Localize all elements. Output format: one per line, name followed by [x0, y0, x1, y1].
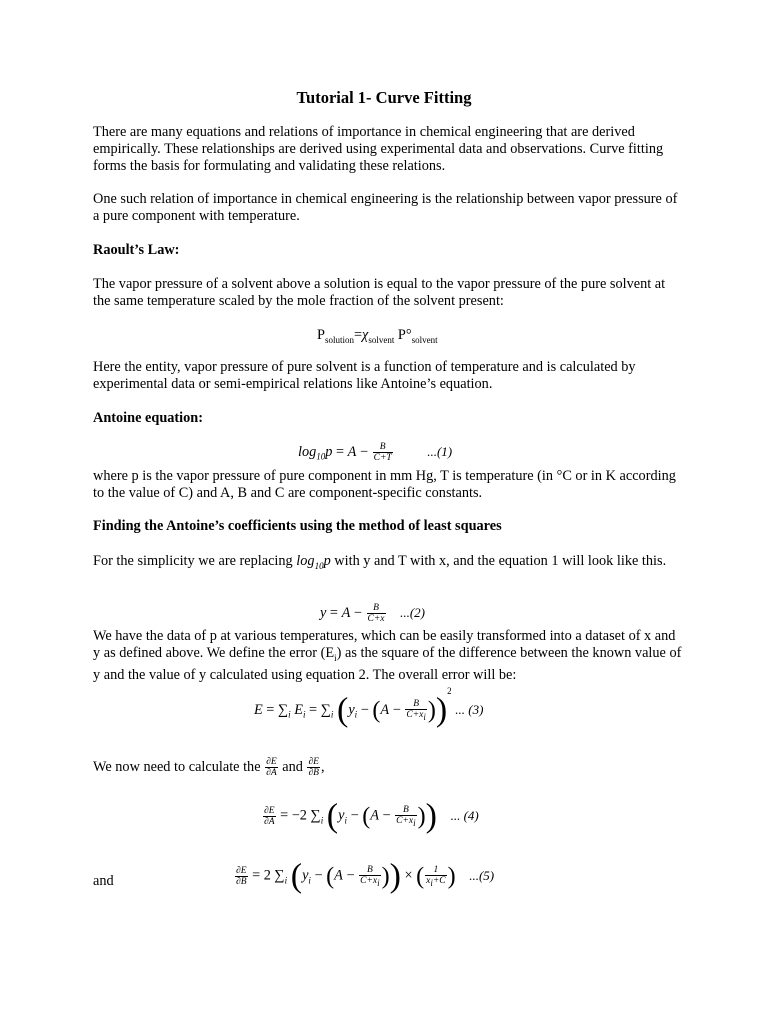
- finding-heading: Finding the Antoine’s coefficients using the method of least squares: [93, 518, 502, 534]
- antoine-heading: Antoine equation:: [93, 410, 204, 426]
- raoult-text: The vapor pressure of a solvent above a solution is equal to the vapor pressure of the pure solvent at the same temperature scaled by the mole fraction of the solvent present:: [93, 276, 666, 309]
- pure-solvent-paragraph: Here the entity, vapor pressure of pure solvent is a function of temperature and is calculated by experimental data or semi-empirical relations like Antoine’s equation.: [93, 359, 636, 392]
- equation-1: $\log_{10}p = A$ − $\frac{B}{C+T}$ ...(1): [298, 442, 453, 463]
- dataset-paragraph: We have the data of p at various temperatures, which can be easily transformed into a dataset of x and y as defined above. We define the error $(E_i)$ as the square of the difference between the known value of y and the value of y calculated using equation 2. The overall error will be:: [93, 628, 682, 683]
- equation-4-ref: ... (4): [450, 807, 479, 823]
- vapor-pressure-paragraph: One such relation of importance in chemical engineering is the relationship between vapor pressure of a pure component with temperature.: [93, 191, 678, 224]
- derivative-paragraph: We now need to calculate the $\frac{\partial E}{\partial A}$ and $\frac{\partial E}{\partial B}$ ,: [93, 757, 325, 778]
- equation-5-ref: ...(5): [469, 867, 495, 883]
- equation-3: $E = \sum_i$ $E_i = \sum_i$ ($y_i - (A$ − $\frac{B}{C+x_i}$ ))$^2$ ... (3): [254, 686, 484, 729]
- equation-4: $\frac{\partial E}{\partial A}$ = −2 $\sum_i$ ($y_i - (A$ − $\frac{B}{C+x_i}$ )) ... (4): [264, 797, 479, 835]
- equation-5: $\frac{\partial E}{\partial B}$ = 2 $\sum_i$ ($y_i - (A$ − $\frac{B}{C+x_i}$ )) × ( $\frac{1}{x_i+C}$ ) ...(5): [236, 857, 495, 895]
- equation-2: y = A − $\frac{B}{C+x}$ ...(2): [320, 603, 425, 624]
- page-title: Tutorial 1- Curve Fitting: [296, 88, 472, 107]
- equation-3-ref: ... (3): [455, 701, 484, 717]
- simplicity-paragraph: For the simplicity we are replacing $\log_{10}p$ with y and T with x, and the equation 1 will look like this.: [93, 553, 667, 571]
- raoult-equation: $P_{solution}=\chi_{solvent}$ $P^\circ_{solvent}$: [317, 327, 438, 345]
- raoult-heading: Raoult’s Law:: [93, 242, 180, 258]
- antoine-explanation: where p is the vapor pressure of pure component in mm Hg, T is temperature (in °C or in K according to the value of C) and A, B and C are component-specific constants.: [93, 468, 676, 501]
- equation-2-ref: ...(2): [400, 604, 425, 620]
- intro-paragraph: There are many equations and relations of importance in chemical engineering that are derived empirically. These relationships are derived using experimental data and observations. Curve fitting forms the basis for formulating and validating these relations.: [93, 124, 664, 174]
- and-label: and: [93, 873, 114, 889]
- equation-1-ref: ...(1): [427, 443, 453, 459]
